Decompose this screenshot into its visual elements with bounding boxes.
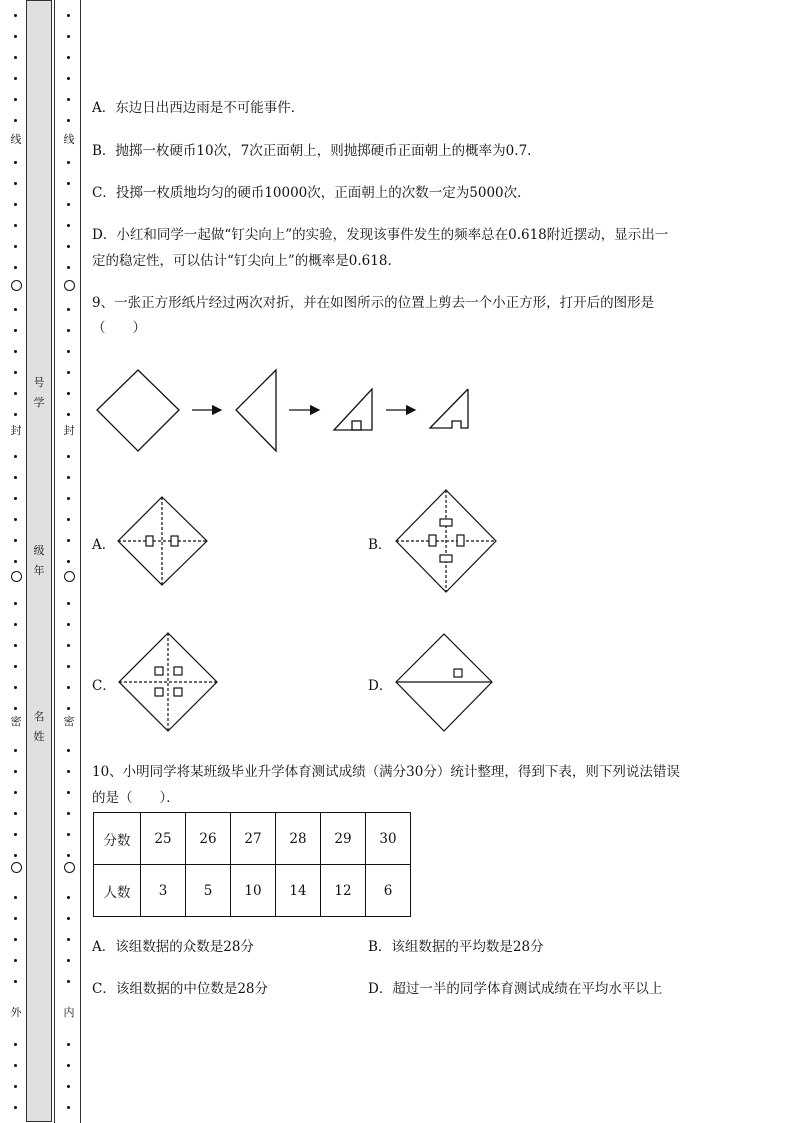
seal-mark-feng: 封	[63, 424, 75, 437]
seal-mark-mi: 密	[10, 715, 22, 728]
q8-option-c: C．投掷一枚质地均匀的硬币10000次，正面朝上的次数一定为5000次．	[92, 185, 531, 201]
count-cell: 10	[231, 865, 276, 917]
score-cell: 29	[321, 813, 366, 865]
count-cell: 14	[276, 865, 321, 917]
q9-stem-line2: （ ）	[92, 320, 146, 336]
count-cell: 3	[141, 865, 186, 917]
q8-option-b: B．抛掷一枚硬币10次，7次正面朝上，则抛掷硬币正面朝上的概率为0.7.	[92, 143, 532, 159]
q8-option-a: A．东边日出西边雨是不可能事件．	[92, 100, 305, 116]
q8-option-d-line2: 定的稳定性，可以估计“钉尖向上”的概率是0.618.	[92, 253, 392, 269]
q10-stem-line1: 10、小明同学将某班级毕业升学体育测试成绩（满分30分）统计整理，得到下表，则下列说法错误	[92, 764, 680, 780]
score-table	[93, 812, 411, 917]
q9-option-a-label: A．	[92, 537, 116, 553]
score-cell: 25	[141, 813, 186, 865]
table-row	[94, 813, 411, 865]
score-cell: 28	[276, 813, 321, 865]
seal-mark-nei: 内	[63, 1006, 75, 1019]
seal-mark-wai: 外	[10, 1006, 22, 1019]
q9-option-c-label: C．	[92, 678, 116, 694]
q9-option-d-label: D．	[368, 678, 393, 694]
row-header-score: 分数	[94, 813, 141, 865]
count-cell: 12	[321, 865, 366, 917]
table-row	[94, 865, 411, 917]
q10-option-c: C．该组数据的中位数是28分	[92, 981, 269, 997]
score-cell: 26	[186, 813, 231, 865]
q9-option-a-figure	[118, 497, 207, 585]
q9-option-b-figure	[396, 490, 496, 592]
q10-option-b: B．该组数据的平均数是28分	[368, 939, 544, 955]
cut-result-shape	[430, 389, 468, 428]
folded-twice-shape	[334, 389, 372, 430]
q9-option-c-figure	[119, 633, 217, 731]
q8-option-d-line1: D．小红和同学一起做“钉尖向上”的实验，发现该事件发生的频率总在0.618附近摆动，显示出一	[92, 227, 669, 243]
q9-stem-line1: 9、一张正方形纸片经过两次对折，并在如图所示的位置上剪去一个小正方形，打开后的图形是	[92, 295, 655, 311]
square-paper-shape	[97, 370, 179, 451]
seal-mark-xian: 线	[10, 133, 22, 146]
q9-option-d-figure	[396, 634, 492, 731]
count-cell: 6	[366, 865, 411, 917]
seal-mark-xian: 线	[63, 133, 75, 146]
count-cell: 5	[186, 865, 231, 917]
field-student-number: 号 学	[33, 376, 45, 409]
seal-mark-feng: 封	[10, 424, 22, 437]
field-name: 名 姓	[33, 710, 45, 743]
q10-stem-line2: 的是（ ）．	[92, 790, 180, 806]
folded-once-shape	[236, 370, 276, 451]
score-cell: 30	[366, 813, 411, 865]
row-header-count: 人数	[94, 865, 141, 917]
q9-option-b-label: B．	[368, 537, 392, 553]
score-cell: 27	[231, 813, 276, 865]
q10-option-a: A．该组数据的众数是28分	[92, 939, 254, 955]
field-grade: 级 年	[33, 544, 45, 577]
cut-square-shape	[352, 421, 361, 430]
q10-option-d: D．超过一半的同学体育测试成绩在平均水平以上	[368, 981, 663, 997]
seal-mark-mi: 密	[63, 715, 75, 728]
